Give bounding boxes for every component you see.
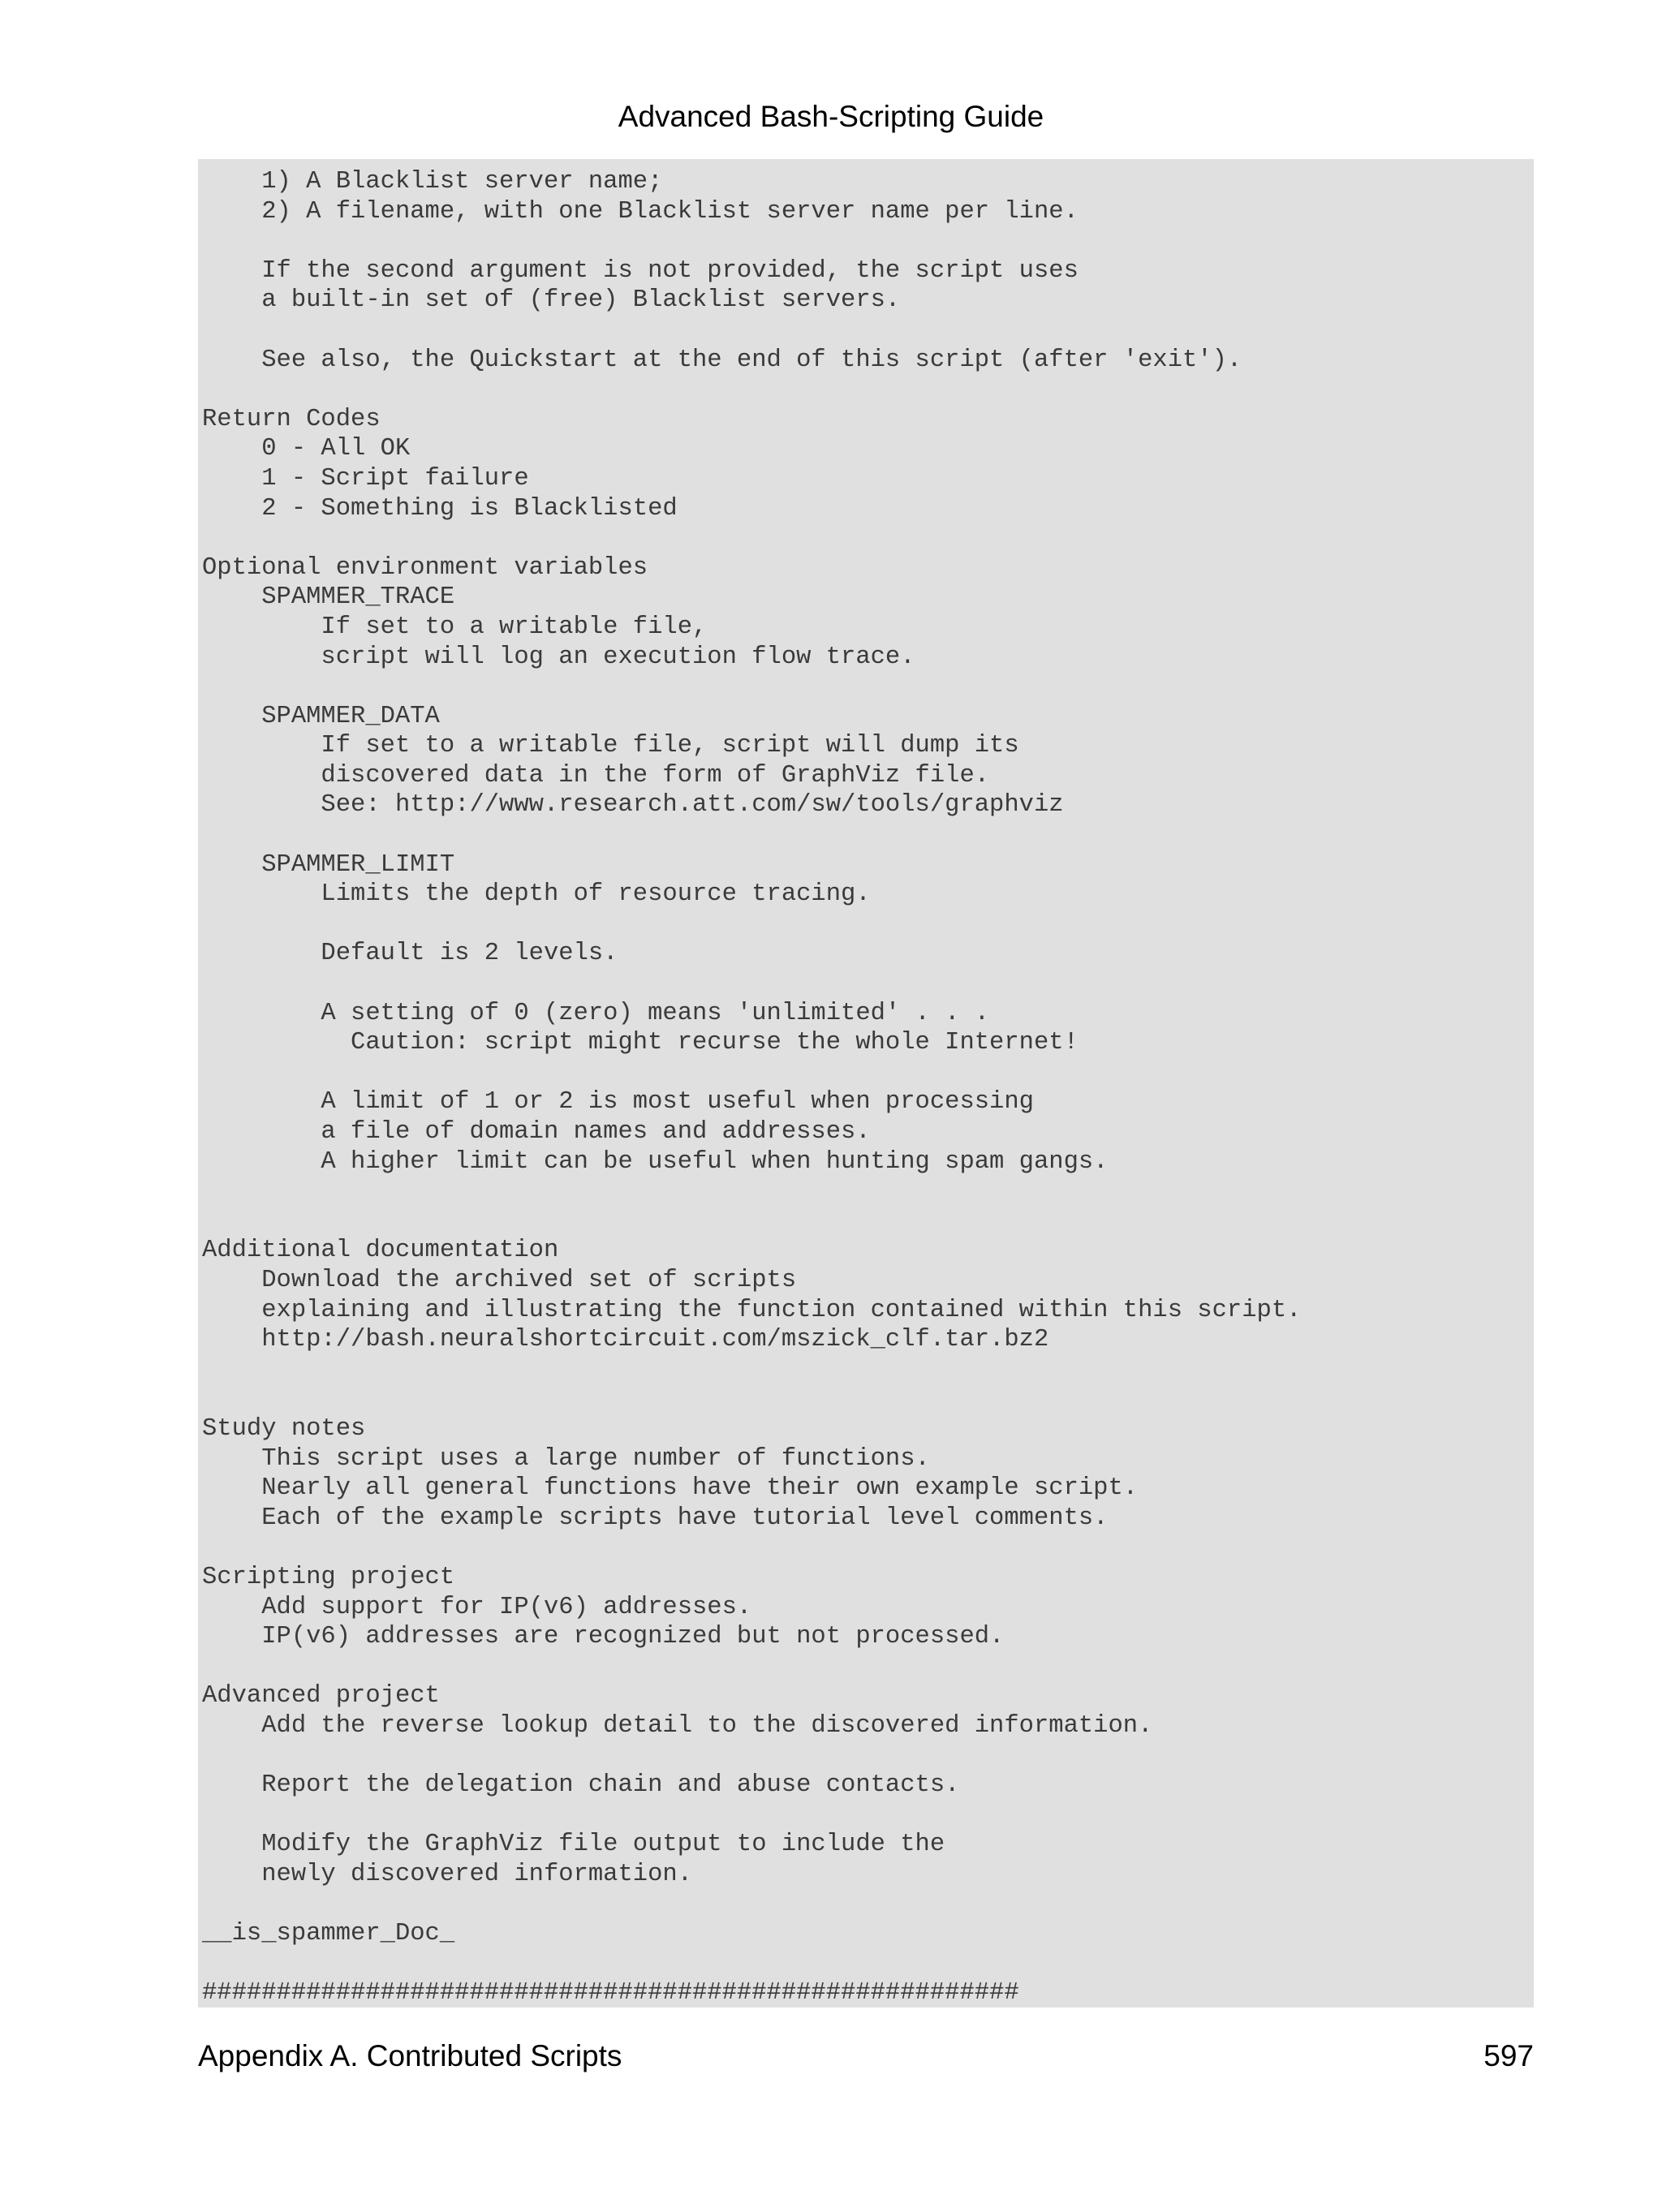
- running-header-title: Advanced Bash-Scripting Guide: [618, 100, 1044, 133]
- footer-section-title: Appendix A. Contributed Scripts: [198, 2039, 622, 2072]
- page-number: 597: [1483, 2039, 1534, 2072]
- code-text: 1) A Blacklist server name; 2) A filename, with one Blacklist server name per line. If the second argument is not provided, the script uses a built-in set of (free) Blacklist servers. See also, the Quickstart at the end of this script (after 'exit'). Return Codes 0 - All OK 1 - Script failure 2 - Something is Blacklisted Optional environment variables SPAMMER_TRACE If set to a writable file, script will log an execution flow trace. SPAMMER_DATA If set to a writable file, script will dump its discovered data in the form of GraphViz file. See: http://www.research.att.com/sw/tools/graphviz SPAMMER_LIMIT Limits the depth of resource tracing. Default is 2 levels. A setting of 0 (zero) means 'unlimited' . . . Caution: script might recurse the whole Internet! A limit of 1 or 2 is most useful when processing a file of domain names and addresses. A higher limit can be useful when hunting spam gangs. Additional documentation Download the archived set of scripts explaining and illustrating the function contained within this script. http://bash.neuralshortcircuit.com/mszick_clf.tar.bz2 Study notes This script uses a large number of functions. Nearly all general functions have their own example script. Each of the example scripts have tutorial level comments. Scripting project Add support for IP(v6) addresses. IP(v6) addresses are recognized but not processed. Advanced project Add the reverse lookup detail to the discovered information. Report the delegation chain and abuse contacts. Modify the GraphViz file output to include the newly discovered information. __is_spammer_Doc_ #######################################################: [202, 168, 1302, 2008]
- code-listing: [198, 159, 1534, 2008]
